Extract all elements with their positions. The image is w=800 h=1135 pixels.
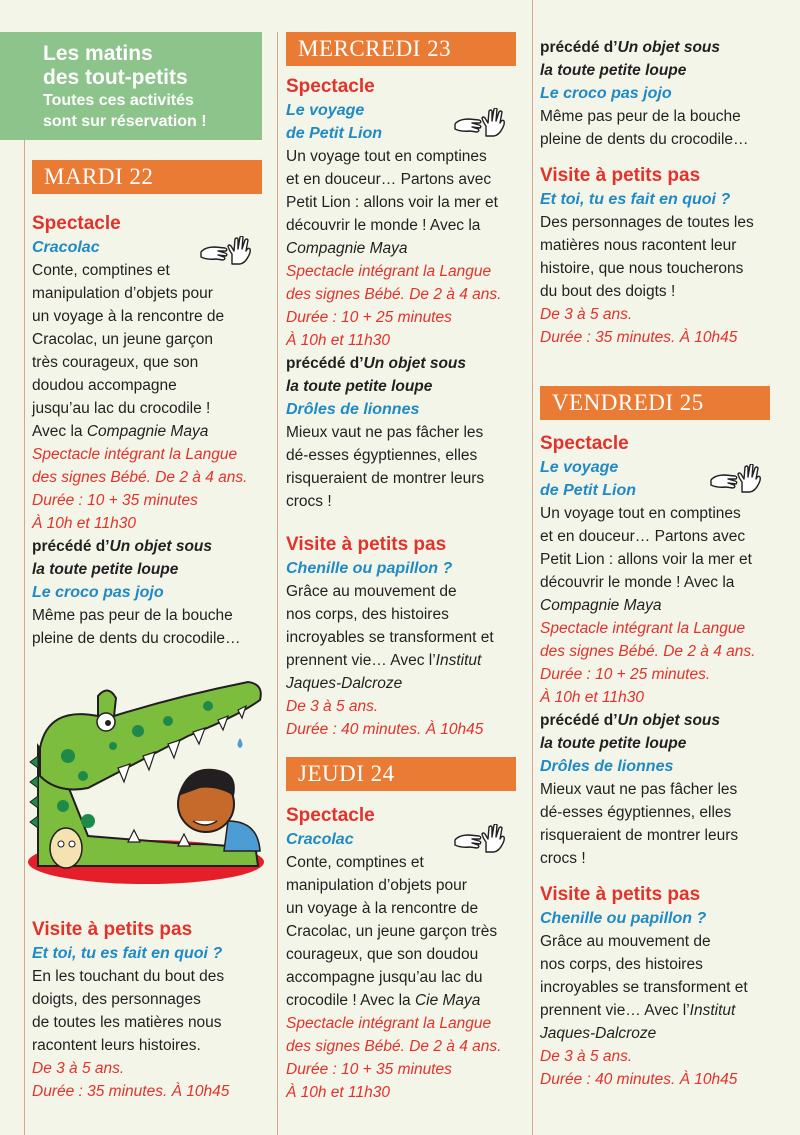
visit-description: Des personnages de toutes les matières nous racontent leur histoire, que nous toucherons du bout des doigts ! (540, 214, 754, 300)
show-description: Conte, comptines et manipulation d’objets pour un voyage à la rencontre de Cracolac, un jeune garçon très courageux, que son doudou accompagne jusqu’au lac du crocodile ! Avec la Cie Maya (286, 854, 498, 1009)
visit-title: Et toi, tu es fait en quoi ? (32, 945, 223, 962)
visit-meta: De 3 à 5 ans. Durée : 40 minutes. À 10h45 (286, 698, 484, 738)
pre-show-title: Drôles de lionnes (286, 401, 420, 418)
program-header (0, 32, 262, 140)
show-meta: Spectacle intégrant la Langue des signes Bébé. De 2 à 4 ans. Durée : 10 + 25 minutes. À 10h et 11h30 (540, 620, 756, 706)
sign-language-hands-icon (452, 824, 508, 856)
preceded-by: précédé d’Un objet sous la toute petite loupe (540, 39, 721, 79)
visit-meta: De 3 à 5 ans. Durée : 40 minutes. À 10h45 (540, 1048, 738, 1088)
mardi-visit-section (32, 917, 272, 1103)
visit-title: Et toi, tu es fait en quoi ? (540, 191, 731, 208)
mercredi-visit-section (286, 532, 526, 741)
column-divider (24, 140, 25, 1135)
pre-show-description: Mieux vaut ne pas fâcher les dé-esses égyptiennes, elles risqueraient de montrer leurs crocs ! (286, 424, 485, 510)
section-heading: Spectacle (286, 76, 375, 97)
sign-language-hands-icon (708, 464, 764, 496)
company-name: Compagnie Maya (286, 240, 408, 257)
show-title: Le voyage de Petit Lion (286, 102, 382, 142)
pre-show-description: Même pas peur de la bouche pleine de dents du crocodile… (540, 108, 749, 148)
visit-description: Grâce au mouvement de nos corps, des histoires incroyables se transforment et prennent vie… Avec l’Institut Jaques-Dalcroze (540, 933, 748, 1042)
day-banner-jeudi: JEUDI 24 (286, 757, 516, 791)
show-description: Un voyage tout en comptines et en douceur… Partons avec Petit Lion : allons voir la mer et découvrir le monde ! Avec la Compagnie Maya (286, 148, 498, 257)
show-title: Cracolac (32, 239, 100, 256)
visit-title: Chenille ou papillon ? (286, 560, 453, 577)
pre-show-title: Drôles de lionnes (540, 758, 674, 775)
show-meta: Spectacle intégrant la Langue des signes Bébé. De 2 à 4 ans. Durée : 10 + 35 minutes À 10h et 11h30 (32, 446, 248, 532)
section-heading: Spectacle (540, 433, 629, 454)
visit-meta: De 3 à 5 ans. Durée : 35 minutes. À 10h45 (540, 306, 738, 346)
day-banner-mardi: MARDI 22 (32, 160, 262, 194)
company-name: Compagnie Maya (86, 423, 209, 440)
header-subtitle-line2: sont sur réservation ! (43, 113, 207, 130)
show-meta: Spectacle intégrant la Langue des signes Bébé. De 2 à 4 ans. Durée : 10 + 25 minutes À 10h et 11h30 (286, 263, 502, 349)
preceded-by: précédé d’Un objet sous la toute petite loupe (540, 712, 721, 752)
header-subtitle-line1: Toutes ces activités (43, 92, 194, 109)
header-title-line2: des tout-petits (43, 66, 188, 89)
header-title-line1: Les matins (43, 42, 153, 65)
sign-language-hands-icon (198, 236, 254, 268)
section-heading: Visite à petits pas (540, 165, 701, 186)
day-banner-mercredi: MERCREDI 23 (286, 32, 516, 66)
show-meta: Spectacle intégrant la Langue des signes Bébé. De 2 à 4 ans. Durée : 10 + 35 minutes À 10h et 11h30 (286, 1015, 502, 1101)
section-heading: Visite à petits pas (540, 884, 701, 905)
visit-description: En les touchant du bout des doigts, des personnages de toutes les matières nous racontent leurs histoires. (32, 968, 225, 1054)
show-description: Conte, comptines et manipulation d’objets pour un voyage à la rencontre de Cracolac, un jeune garçon très courageux, que son doudou accompagne jusqu’au lac du crocodile ! Avec la Compagnie Maya (32, 262, 225, 440)
sign-language-hands-icon (452, 108, 508, 140)
visit-title: Chenille ou papillon ? (540, 910, 707, 927)
show-title: Cracolac (286, 831, 354, 848)
section-heading: Spectacle (32, 213, 121, 234)
visit-meta: De 3 à 5 ans. Durée : 35 minutes. À 10h45 (32, 1060, 230, 1100)
preceded-by: précédé d’Un objet sous la toute petite loupe (286, 355, 467, 395)
mardi-show-section (32, 211, 272, 650)
column-divider (532, 0, 533, 1135)
column-divider (277, 32, 278, 1135)
pre-show-description: Même pas peur de la bouche pleine de dents du crocodile… (32, 607, 241, 647)
pre-show-title: Le croco pas jojo (32, 584, 164, 601)
company-name: Cie Maya (414, 992, 481, 1009)
visit-description: Grâce au mouvement de nos corps, des histoires incroyables se transforment et prennent vie… Avec l’Institut Jaques-Dalcroze (286, 583, 494, 692)
pre-show-description: Mieux vaut ne pas fâcher les dé-esses égyptiennes, elles risqueraient de montrer leurs crocs ! (540, 781, 739, 867)
preceded-by: précédé d’Un objet sous la toute petite loupe (32, 538, 213, 578)
crocodile-illustration (28, 676, 268, 900)
show-description: Un voyage tout en comptines et en douceur… Partons avec Petit Lion : allons voir la mer et découvrir le monde ! Avec la Compagnie Maya (540, 505, 752, 614)
day-banner-vendredi: VENDREDI 25 (540, 386, 770, 420)
section-heading: Spectacle (286, 805, 375, 826)
vendredi-show-section (540, 431, 795, 1091)
company-name: Compagnie Maya (540, 597, 662, 614)
pre-show-title: Le croco pas jojo (540, 85, 672, 102)
show-title: Le voyage de Petit Lion (540, 459, 636, 499)
section-heading: Visite à petits pas (32, 919, 193, 940)
mercredi-continued-section (540, 36, 795, 349)
section-heading: Visite à petits pas (286, 534, 447, 555)
